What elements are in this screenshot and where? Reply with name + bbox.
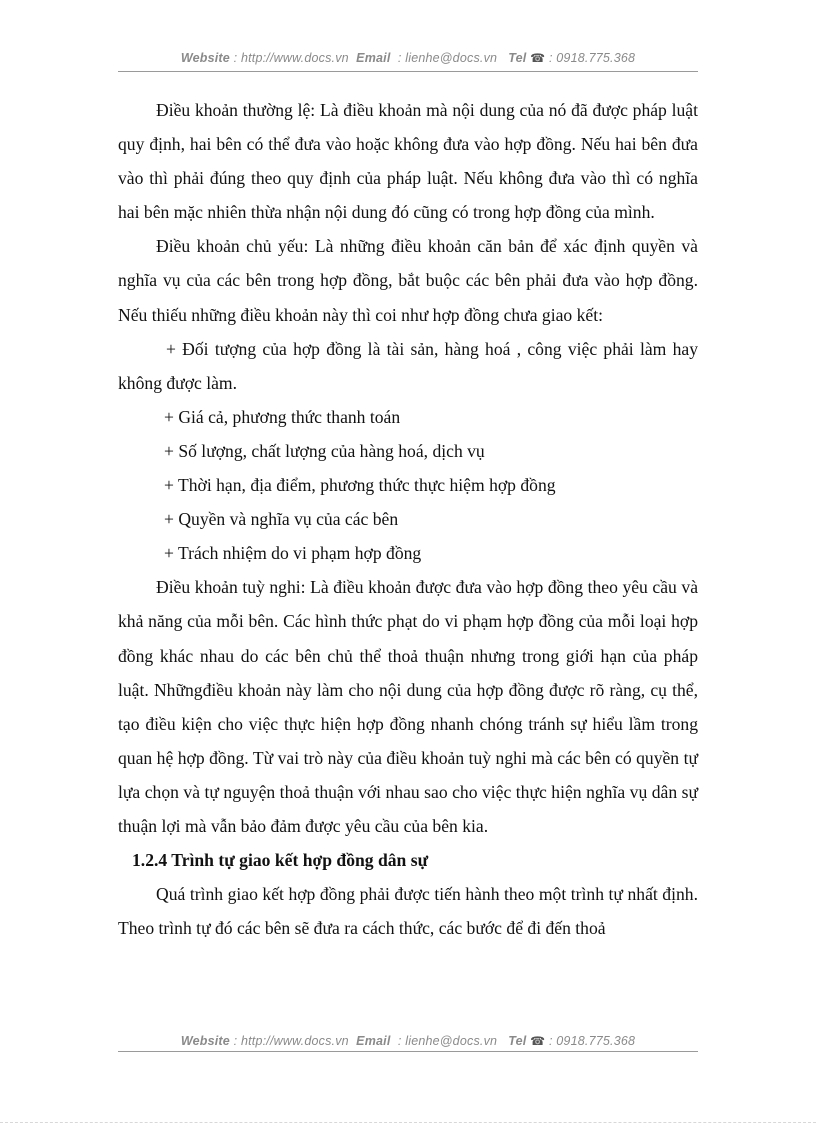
header-rule [118,71,698,72]
list-item: + Số lượng, chất lượng của hàng hoá, dịch vụ [164,440,485,461]
page-header [118,51,698,65]
list-item: + Trách nhiệm do vi phạm hợp đồng [164,543,422,564]
list-item: + Đối tượng của hợp đồng là tài sản, hàng hoá , công việc phải làm hay không được làm. [118,338,698,393]
header-tel-value: : 0918.775.368 [548,51,636,65]
footer-website-label: Website [180,1034,230,1048]
list-item: + Giá cả, phương thức thanh toán [164,406,401,427]
footer-website-url[interactable]: : http://www.docs.vn [233,1034,349,1048]
phone-icon: ☎ [530,51,546,65]
footer-email-value[interactable]: : lienhe@docs.vn [397,1034,498,1048]
header-tel-label: Tel [508,51,527,65]
phone-icon: ☎ [530,1034,546,1048]
paragraph-chu-yeu: Điều khoản chủ yếu: Là những điều khoản căn bản để xác định quyền và nghĩa vụ của các bên trong hợp đồng, bắt buộc các bên phải đưa vào hợp đồng. Nếu thiếu những điều khoản này thì coi như hợp đồng chưa giao kết: [118,236,698,325]
list-item: + Quyền và nghĩa vụ của các bên [164,509,399,530]
header-website-url[interactable]: : http://www.docs.vn [233,51,349,65]
header-email-label: Email [356,51,391,65]
header-email-value[interactable]: : lienhe@docs.vn [397,51,498,65]
footer-tel-label: Tel [508,1034,527,1048]
page-content [118,93,698,945]
section-heading: 1.2.4 Trình tự giao kết hợp đồng dân sự [132,850,429,871]
footer-rule [118,1051,698,1052]
paragraph-thuong-le: Điều khoản thường lệ: Là điều khoản mà nội dung của nó đã được pháp luật quy định, hai bên có thể đưa vào hoặc không đưa vào hợp đồng. Nếu hai bên đưa vào thì phải đúng theo quy định của pháp luật. Nếu không đưa vào thì có nghĩa hai bên mặc nhiên thừa nhận nội dung đó cũng có trong hợp đồng của mình. [118,100,698,223]
page-footer [118,1034,698,1048]
header-website-label: Website [180,51,230,65]
paragraph-trinh-tu: Quá trình giao kết hợp đồng phải được tiến hành theo một trình tự nhất định. Theo trình tự đó các bên sẽ đưa ra cách thức, các bước để đi đến thoả [118,884,698,939]
footer-tel-value: : 0918.775.368 [548,1034,636,1048]
paragraph-tuy-nghi: Điều khoản tuỳ nghi: Là điều khoản được đưa vào hợp đồng theo yêu cầu và khả năng của mỗi bên. Các hình thức phạt do vi phạm hợp đồng của mỗi loại hợp đồng khác nhau do các bên chủ thể thoả thuận nhưng trong giới hạn của pháp luật. Nhữngđiều khoản này làm cho nội dung của hợp đồng được rõ ràng, cụ thể, tạo điều kiện cho việc thực hiện hợp đồng nhanh chóng tránh sự hiểu lầm trong quan hệ hợp đồng. Từ vai trò này của điều khoản tuỳ nghi mà các bên có quyền tự lựa chọn và tự nguyện thoả thuận với nhau sao cho việc thực hiện nghĩa vụ dân sự thuận lợi mà vẫn bảo đảm được yêu cầu của bên kia. [118,577,698,836]
list-item: + Thời hạn, địa điểm, phương thức thực hiệm hợp đồng [164,475,556,496]
footer-email-label: Email [356,1034,391,1048]
